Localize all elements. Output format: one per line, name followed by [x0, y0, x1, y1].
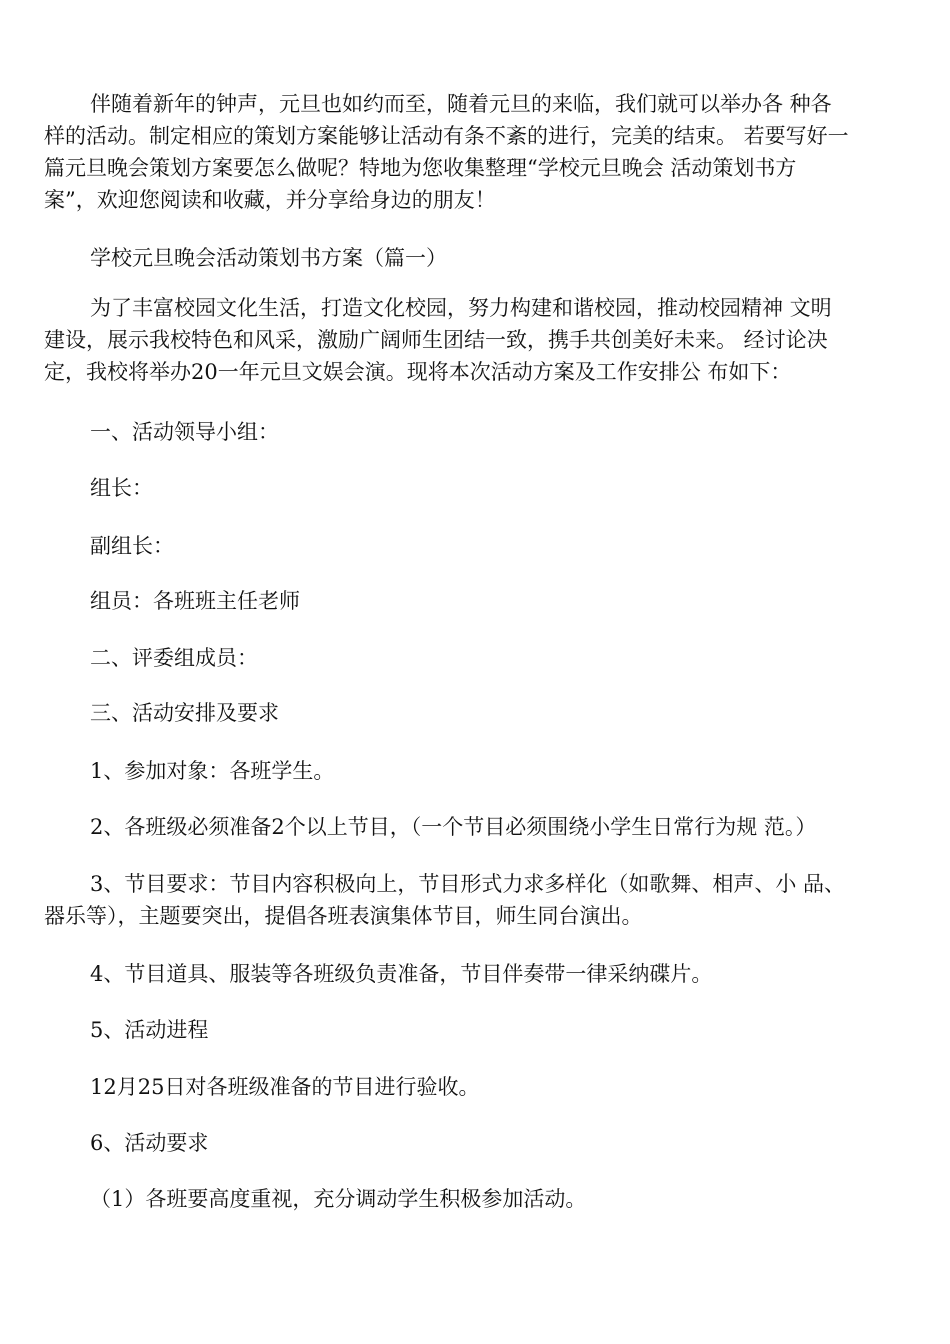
section-title: 学校元旦晚会活动策划书方案（篇一） — [90, 246, 447, 270]
intro-line-3: 篇元旦晚会策划方案要怎么做呢？特地为您收集整理“学校元旦晚会 活动策划书方 — [44, 156, 797, 180]
purpose-line-1: 为了丰富校园文化生活，打造文化校园，努力构建和谐校园，推动校园精神 文明 — [90, 296, 832, 320]
intro-line-2: 样的活动。制定相应的策划方案能够让活动有条不紊的进行，完美的结束。 若要写好一 — [44, 124, 849, 148]
requirements-line-2: 器乐等），主题要突出，提倡各班表演集体节目，师生同台演出。 — [44, 904, 643, 928]
item-deputy-leader: 副组长： — [90, 534, 174, 558]
requirements-line-1: 3、节目要求：节目内容积极向上，节目形式力求多样化（如歌舞、相声、小 品、 — [90, 872, 846, 896]
item-group-members: 组员：各班班主任老师 — [90, 589, 300, 613]
purpose-line-2: 建设，展示我校特色和风采，激励广阔师生团结一致，携手共创美好未来。 经讨论决 — [44, 328, 828, 352]
item-acceptance-date: 12月25日对各班级准备的节目进行验收。 — [90, 1075, 480, 1099]
item-activity-requirements: 6、活动要求 — [90, 1131, 209, 1155]
item-group-leader: 组长： — [90, 476, 153, 500]
item-activity-process: 5、活动进程 — [90, 1018, 209, 1042]
item-requirement-1: （1）各班要高度重视，充分调动学生积极参加活动。 — [90, 1187, 587, 1211]
item-program-count: 2、各班级必须准备2个以上节目，（一个节目必须围绕小学生日常行为规 范。） — [90, 815, 817, 839]
item-participants: 1、参加对象：各班学生。 — [90, 759, 335, 783]
purpose-line-3: 定，我校将举办20一年元旦文娱会演。现将本次活动方案及工作安排公 布如下： — [44, 360, 792, 384]
item-judges: 二、评委组成员： — [90, 646, 258, 670]
item-arrangements: 三、活动安排及要求 — [90, 701, 279, 725]
intro-line-4: 案”，欢迎您阅读和收藏，并分享给身边的朋友！ — [44, 188, 496, 212]
intro-line-1: 伴随着新年的钟声，元旦也如约而至，随着元旦的来临，我们就可以举办各 种各 — [90, 92, 832, 116]
item-props-costumes: 4、节目道具、服装等各班级负责准备，节目伴奏带一律采纳碟片。 — [90, 962, 713, 986]
item-leadership-group: 一、活动领导小组： — [90, 420, 279, 444]
